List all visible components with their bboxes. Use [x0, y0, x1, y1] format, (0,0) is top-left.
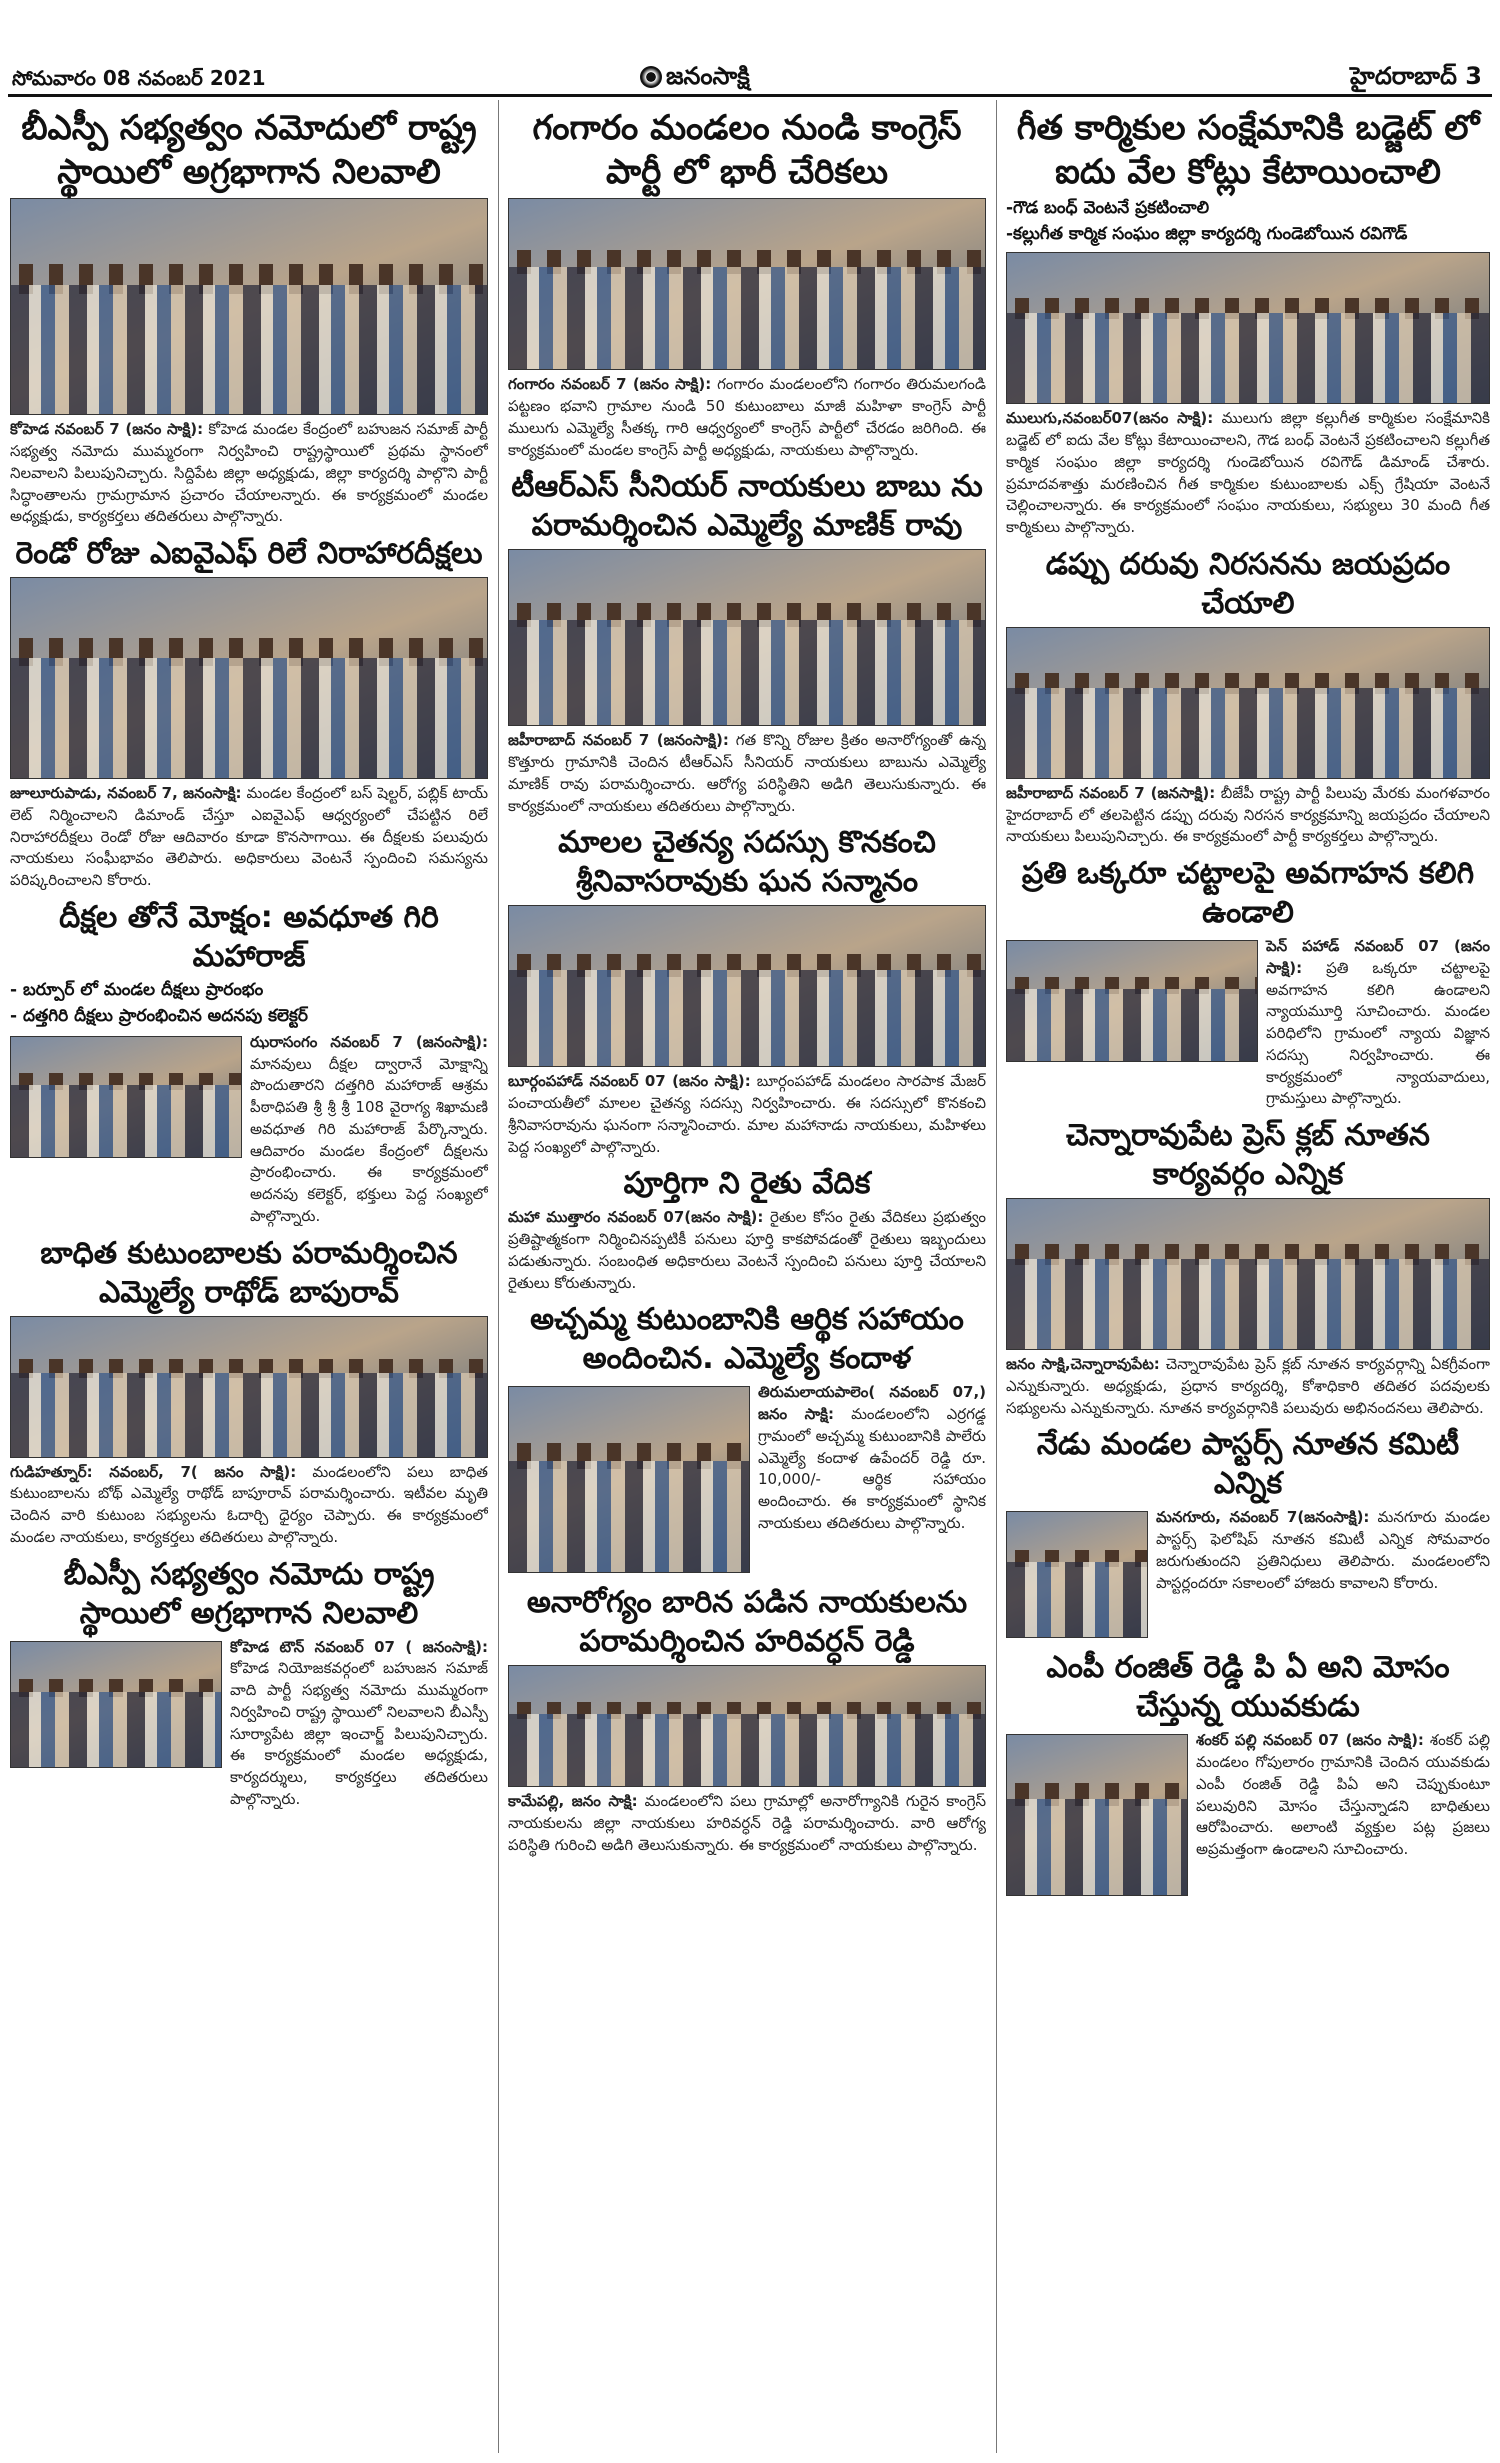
- headline: అనారోగ్యం బారిన పడిన నాయకులను పరామర్శించిన హరివర్ధన్ రెడ్డి: [526, 1585, 968, 1660]
- article: [10, 534, 488, 892]
- news-photo: [508, 198, 986, 370]
- headline: నేడు మండల పాస్టర్స్ నూతన కమిటీ ఎన్నిక: [1036, 1427, 1460, 1502]
- headline: దీక్షల తోనే మోక్షం: అవధూత గిరి మహారాజ్: [59, 899, 439, 974]
- headline: బాధిత కుటుంబాలకు పరామర్శించిన ఎమ్మెల్యే రాథోడ్ బాపురావ్: [40, 1235, 458, 1310]
- subheading: -కల్లుగీత కార్మిక సంఘం జిల్లా కార్యదర్శి గుండెబోయిన రవిగౌడ్: [1006, 224, 1408, 245]
- news-photo: [10, 1641, 222, 1768]
- article: [10, 106, 488, 528]
- masthead-rule: [8, 94, 1492, 97]
- column-divider: [996, 100, 997, 2453]
- article: [1006, 1648, 1490, 1900]
- paper-logo-icon: [640, 66, 662, 88]
- paper-name: [640, 62, 750, 96]
- news-photo: [1006, 252, 1490, 404]
- article: [1006, 106, 1490, 539]
- article: [508, 823, 986, 1158]
- article-body: బూర్గంపహాడ్ నవంబర్ 07 (జనం సాక్షి): బూర్గంపహాడ్ మండలం సారపాక మేజర్ పంచాయతీలో మాలల చైతన్య సదస్సు నిర్వహించారు. ఈ సదస్సులో కొనకంచి శ్రీనివాసరావును ఘనంగా సన్మానించారు. మాల మహానాడు నాయకులు, మహిళలు పెద్ద సంఖ్యలో పాల్గొన్నారు.: [508, 1072, 986, 1156]
- article: [508, 1300, 986, 1577]
- headline: పూర్తిగా ని రైతు వేదిక: [623, 1166, 871, 1202]
- news-photo: [10, 1316, 488, 1458]
- article-body: గుడిహత్నూర్: నవంబర్, 7( జనం సాక్షి): మండలంలోని పలు బాధిత కుటుంబాలను బోథ్ ఎమ్మెల్యే రాథోడ్ బాపూరావ్ పరామర్శించారు. ఇటీవల మృతి చెందిన వారి కుటుంబ సభ్యులను ఓదార్చి ధైర్యం చెప్పారు. ఈ కార్యక్రమంలో మండల నాయకులు, కార్యకర్తలు తదితరులు పాల్గొన్నారు.: [10, 1462, 488, 1546]
- headline: బీఎస్పీ సభ్యత్వం నమోదులో రాష్ట్ర స్థాయిలో అగ్రభాగాన నిలవాలి: [21, 108, 477, 193]
- paper-name-text: జనంసాక్షి: [666, 62, 750, 90]
- article-body: జహీరాబాద్ నవంబర్ 7 (జనసాక్షి): బీజేపీ రాష్ట్ర పార్టీ పిలుపు మేరకు మంగళవారం హైదరాబాద్ లో తలపెట్టిన డప్పు దరువు నిరసన కార్యక్రమాన్ని జయప్రదం చేయాలని నాయకులు పిలుపునిచ్చారు. ఈ కార్యక్రమంలో పార్టీ కార్యకర్తలు పాల్గొన్నారు.: [1006, 783, 1490, 846]
- column-right: [1006, 100, 1490, 2453]
- article-body: ఝరాసంగం నవంబర్ 7 (జనంసాక్షి): మానవులు దీక్షల ద్వారానే మోక్షాన్ని పొందుతారని దత్తగిరి మహారాజ్ ఆశ్రమ పీఠాధిపతి శ్రీ శ్రీ శ్రీ 108 వైరాగ్య శిఖామణి అవధూత గిరి మహారాజ్ పేర్కొన్నారు. ఆదివారం మండల కేంద్రంలో దీక్షలను ప్రారంభించారు. ఈ కార్యక్రమంలో అదనపు కలెక్టర్, భక్తులు పెద్ద సంఖ్యలో పాల్గొన్నారు.: [250, 1032, 488, 1225]
- article-body: మహా ముత్తారం నవంబర్ 07(జనం సాక్షి): రైతుల కోసం రైతు వేదికలు ప్రభుత్వం ప్రతిష్టాత్మకంగా నిర్మించినప్పటికీ పనులు పూర్తి కాకపోవడంతో రైతులు ఇబ్బందులు పడుతున్నారు. సంబంధిత అధికారులు వెంటనే స్పందించి పనులు పూర్తి చేయాలని రైతులు కోరుతున్నారు.: [508, 1208, 986, 1292]
- article: [1006, 1116, 1490, 1419]
- subheading: - దత్తగిరి దీక్షలు ప్రారంభించిన అదనపు కలెక్టర్: [10, 1005, 308, 1026]
- column-left: [10, 100, 488, 2453]
- subheading: -గౌడ బంధ్ వెంటనే ప్రకటించాలి: [1006, 198, 1210, 219]
- article: [10, 1555, 488, 1811]
- portrait-photo: [1006, 1511, 1148, 1638]
- article: [508, 1164, 986, 1294]
- subheading: - బర్పూర్ లో మండల దీక్షలు ప్రారంభం: [10, 979, 264, 1000]
- article: [10, 1234, 488, 1549]
- headline: రెండో రోజు ఎఐవైఎఫ్ రిలే నిరాహారదీక్షలు: [15, 536, 483, 572]
- article-body: శంకర్ పల్లి నవంబర్ 07 (జనం సాక్షి): శంకర్ పల్లి మండలం గోపులారం గ్రామానికి చెందిన యువకుడు ఎంపీ రంజిత్ రెడ్డి పిఏ అని చెప్పుకుంటూ పలువురిని మోసం చేస్తున్నాడని బాధితులు ఆరోపించారు. అలాంటి వ్యక్తుల పట్ల ప్రజలు అప్రమత్తంగా ఉండాలని సూచించారు.: [1196, 1731, 1490, 1859]
- headline: బీఎస్పీ సభ్యత్వం నమోదు రాష్ట్ర స్థాయిలో అగ్రభాగాన నిలవాలి: [63, 1556, 435, 1631]
- article: [1006, 854, 1490, 1110]
- article: [1006, 545, 1490, 848]
- news-photo: [508, 1665, 986, 1787]
- news-photo: [508, 1386, 750, 1573]
- news-photo: [508, 905, 986, 1067]
- news-photo: [10, 198, 488, 415]
- headline: చెన్నారావుపేట ప్రెస్ క్లబ్ నూతన కార్యవర్గం ఎన్నిక: [1066, 1118, 1430, 1193]
- headline: మాలల చైతన్య సదస్సు కొనకంచి శ్రీనివాసరావుకు ఘన సన్మానం: [558, 825, 936, 900]
- article-body: మనగూరు, నవంబర్ 7(జనంసాక్షి): మనగూరు మండల పాస్టర్స్ ఫెలోషిప్ నూతన కమిటీ ఎన్నిక సోమవారం జరుగుతుందని ప్రతినిధులు తెలిపారు. మండలంలోని పాస్టర్లందరూ సకాలంలో హాజరు కావాలని కోరారు.: [1156, 1508, 1490, 1592]
- article-body: కామేపల్లి, జనం సాక్షి: మండలంలోని పలు గ్రామాల్లో అనారోగ్యానికి గురైన కాంగ్రెస్ నాయకులను జిల్లా నాయకులు హరివర్ధన్ రెడ్డి పరామర్శించారు. వారి ఆరోగ్య పరిస్థితి గురించి అడిగి తెలుసుకున్నారు. ఈ కార్యక్రమంలో నాయకులు పాల్గొన్నారు.: [508, 1792, 986, 1854]
- news-photo: [508, 549, 986, 726]
- article-body: జూలూరుపాడు, నవంబర్ 7, జనంసాక్షి: మండల కేంద్రంలో బస్ షెల్టర్, పబ్లిక్ టాయ్ లెట్ నిర్మించాలని డిమాండ్ చేస్తూ ఎఐవైఎఫ్ ఆధ్వర్యంలో చేపట్టిన రిలే నిరాహారదీక్షలు రెండో రోజు ఆదివారం కూడా కొనసాగాయి. ఈ దీక్షలకు పలువురు నాయకులు సంఘీభావం తెలిపారు. అధికారులు వెంటనే స్పందించి సమస్యను పరిష్కరించాలని కోరారు.: [10, 784, 488, 890]
- article-body: ములుగు,నవంబర్07(జనం సాక్షి): ములుగు జిల్లా కల్లుగీత కార్మికుల సంక్షేమానికి బడ్జెట్ లో ఐదు వేల కోట్లు కేటాయించాలని, గౌడ బంధ్ వెంటనే ప్రకటించాలని కల్లుగీత కార్మిక సంఘం జిల్లా కార్యదర్శి గుండెబోయిన రవిగౌడ్ డిమాండ్ చేశారు. ప్రమాదవశాత్తు మరణించిన గీత కార్మికుల కుటుంబాలకు ఎక్స్ గ్రేషియా వెంటనే చెల్లించాలన్నారు. ఈ కార్యక్రమంలో సంఘం నాయకులు, సభ్యులు 30 మంది గీత కార్మికులు పాల్గొన్నారు.: [1006, 409, 1490, 537]
- headline: గీత కార్మికుల సంక్షేమానికి బడ్జెట్ లో ఐదు వేల కోట్లు కేటాయించాలి: [1016, 108, 1480, 193]
- column-middle: [508, 100, 986, 2453]
- article: [508, 1583, 986, 1856]
- headline: డప్పు దరువు నిరసనను జయప్రదం చేయాలి: [1045, 546, 1451, 621]
- headline: టీఆర్ఎస్ సీనియర్ నాయకులు బాబు ను పరామర్శించిన ఎమ్మెల్యే మాణిక్ రావు: [511, 469, 983, 544]
- headline: ప్రతి ఒక్కరూ చట్టాలపై అవగాహన కలిగి ఉండాలి: [1021, 856, 1475, 931]
- headline: గంగారం మండలం నుండి కాంగ్రెస్ పార్టీ లో భారీ చేరికలు: [532, 108, 962, 193]
- article-body: పెన్ పహాడ్ నవంబర్ 07 (జనం సాక్షి): ప్రతి ఒక్కరూ చట్టాలపై అవగాహన కలిగి ఉండాలని న్యాయమూర్తి సూచించారు. మండల పరిధిలోని గ్రామంలో న్యాయ విజ్ఞాన సదస్సు నిర్వహించారు. ఈ కార్యక్రమంలో న్యాయవాదులు, గ్రామస్తులు పాల్గొన్నారు.: [1266, 937, 1490, 1108]
- article-body: జనం సాక్షి,చెన్నారావుపేట: చెన్నారావుపేట ప్రెస్ క్లబ్ నూతన కార్యవర్గాన్ని ఏకగ్రీవంగా ఎన్నుకున్నారు. అధ్యక్షుడు, ప్రధాన కార్యదర్శి, కోశాధికారి తదితర పదవులకు సభ్యులను ఎన్నుకున్నారు. నూతన కార్యవర్గానికి పలువురు అభినందనలు తెలిపారు.: [1006, 1355, 1490, 1417]
- article-body: కోహెడ నవంబర్ 7 (జనం సాక్షి): కోహెడ మండల కేంద్రంలో బహుజన సమాజ్ పార్టీ సభ్యత్వ నమోదు ముమ్మరంగా నిర్వహించి రాష్ట్రస్థాయిలో ప్రథమ స్థానంలో నిలవాలని పిలుపునిచ్చారు. సిద్దిపేట జిల్లా అధ్యక్షుడు, జిల్లా కార్యదర్శి పాల్గొని పార్టీ సిద్ధాంతాలను గ్రామగ్రామాన ప్రచారం చేయాలన్నారు. ఈ కార్యక్రమంలో మండల అధ్యక్షుడు, కార్యకర్తలు తదితరులు పాల్గొన్నారు.: [10, 420, 488, 526]
- news-photo: [1006, 627, 1490, 779]
- portrait-photo: [1006, 1734, 1188, 1896]
- column-divider: [498, 100, 499, 2453]
- article: [508, 467, 986, 817]
- article: [1006, 1425, 1490, 1642]
- masthead: [0, 0, 1500, 90]
- article-body: జహీరాబాద్ నవంబర్ 7 (జనంసాక్షి): గత కొన్ని రోజుల క్రితం అనారోగ్యంతో ఉన్న కొత్తూరు గ్రామానికి చెందిన టీఆర్ఎస్ సీనియర్ నాయకులు బాబును ఎమ్మెల్యే మాణిక్ రావు పరామర్శించారు. ఆరోగ్య పరిస్థితిని అడిగి తెలుసుకున్నారు. ఈ కార్యక్రమంలో నాయకులు తదితరులు పాల్గొన్నారు.: [508, 731, 986, 815]
- issue-date: సోమవారం 08 నవంబర్ 2021: [12, 66, 266, 90]
- article-body: గంగారం నవంబర్ 7 (జనం సాక్షి): గంగారం మండలంలోని గంగారం తిరుమలగండి పట్టణం భవాని గ్రామాల నుండి 50 కుటుంబాలు మాజీ మహిళా కాంగ్రెస్ పార్టీ ములుగు ఎమ్మెల్యే సీతక్క గారి ఆధ్వర్యంలో కాంగ్రెస్ పార్టీలో చేరడం జరిగింది. ఈ కార్యక్రమంలో మండల కాంగ్రెస్ పార్టీ అధ్యక్షుడు, నాయకులు పాల్గొన్నారు.: [508, 375, 986, 459]
- page-city-number: హైదరాబాద్ 3: [1350, 62, 1482, 90]
- article-body: తిరుమలాయపాలెం( నవంబర్ 07,) జనం సాక్షి: మండలంలోని ఎర్రగడ్డ గ్రామంలో అచ్చమ్మ కుటుంబానికి పాలేరు ఎమ్మెల్యే కందాళ ఉపేందర్ రెడ్డి రూ. 10,000/- ఆర్థిక సహాయం అందించారు. ఈ కార్యక్రమంలో స్థానిక నాయకులు తదితరులు పాల్గొన్నారు.: [758, 1383, 986, 1532]
- headline: ఎంపీ రంజిత్ రెడ్డి పి ఏ అని మోసం చేస్తున్న యువకుడు: [1046, 1650, 1450, 1725]
- news-photo: [10, 1036, 242, 1158]
- article: [508, 106, 986, 461]
- article-body: కోహెడ టౌన్ నవంబర్ 07 ( జనంసాక్షి): కోహెడ నియోజకవర్గంలో బహుజన సమాజ్ వాది పార్టీ సభ్యత్వ నమోదు ముమ్మరంగా నిర్వహించి రాష్ట్ర స్థాయిలో నిలవాలని బీఎస్పీ సూర్యాపేట జిల్లా ఇంచార్జ్ పిలుపునిచ్చారు. ఈ కార్యక్రమంలో మండల అధ్యక్షుడు, కార్యదర్శులు, కార్యకర్తలు తదితరులు పాల్గొన్నారు.: [230, 1637, 488, 1808]
- headline: అచ్చమ్మ కుటుంబానికి ఆర్థిక సహాయం అందించిన. ఎమ్మెల్యే కందాళ: [530, 1302, 964, 1377]
- news-photo: [1006, 940, 1258, 1062]
- news-photo: [1006, 1198, 1490, 1350]
- news-photo: [10, 577, 488, 779]
- article: [10, 898, 488, 1228]
